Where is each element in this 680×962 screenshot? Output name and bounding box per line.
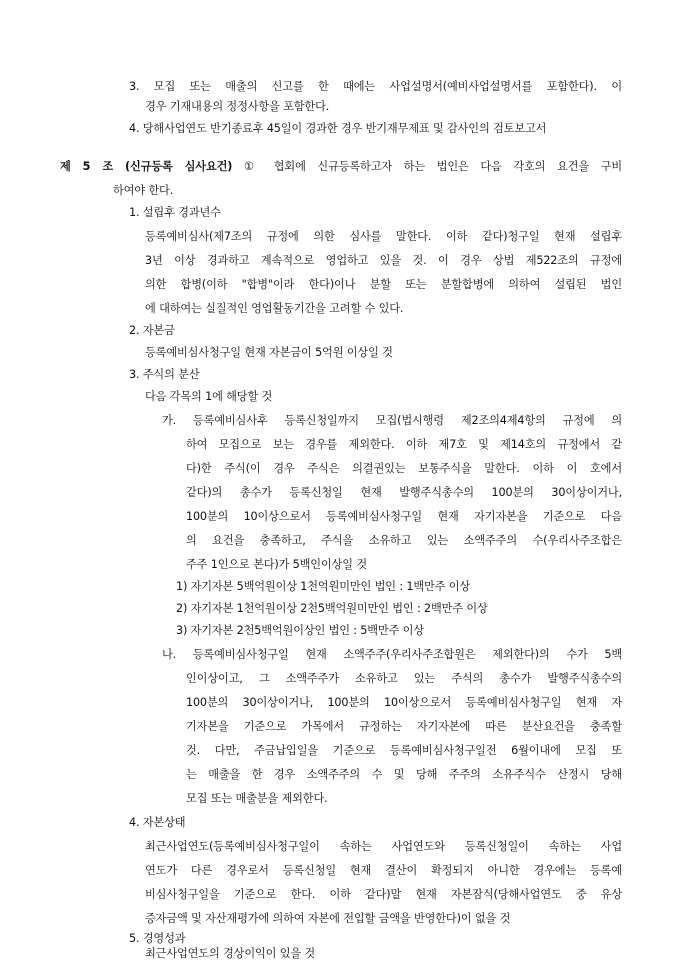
subitem-na-line-2: 인이상이고, 그 소액주주가 소유하고 있는 주식의 총수가 발행주식총수의 [186,672,622,685]
subitem-na-line-1: 나. 등록예비심사청구일 현재 소액주주(우리사주조합원은 제외한다)의 수가 5백 [162,648,622,661]
subitem-ga-line-6: 의 요건을 충족하고, 주식을 소유하고 있는 소액주주의 수(우리사주조합은 [186,534,622,547]
article-5-text: ① 협회에 신규등록하고자 하는 법인은 다음 각호의 요건을 구비 [243,160,622,173]
threshold-1: 1) 자기자본 5백억원이상 1천억원미만인 법인 : 1백만주 이상 [176,580,471,593]
threshold-2: 2) 자기자본 1천억원이상 2천5백억원미만인 법인 : 2백만주 이상 [176,602,488,615]
subitem-ga-line-1: 가. 등록예비심사후 등록신청일까지 모집(법시행령 제2조의4제4항의 규정에 의 [162,414,622,427]
section-1-line-4: 에 대하여는 실질적인 영업활동기간을 고려할 수 있다. [145,302,404,315]
subitem-na-line-5: 것. 다만, 주금납입일을 기준으로 등록예비심사청구일전 6월이내에 모집 또 [186,744,622,757]
section-4-title: 4. 자본상태 [129,816,186,829]
subitem-na-line-3: 100분의 30이상이거나, 100분의 10이상으로서 등록예비심사청구일 현재 자 [186,696,622,709]
section-4-line-3: 비심사청구일을 기준으로 한다. 이하 같다)말 현재 자본잠식(당해사업연도 중 유상 [145,888,622,901]
subitem-ga-line-3: 다)한 주식(이 경우 주식은 의결권있는 보통주식을 말한다. 이하 이 호에서 [186,462,622,475]
subitem-na-line-6: 는 매출을 한 경우 소액주주의 수 및 당해 주주의 소유주식수 산정시 당해 [186,768,622,781]
subitem-na-line-4: 기자본을 기준으로 가목에서 규정하는 자기자본에 따른 분산요건을 충족할 [186,720,622,733]
section-4-line-2: 연도가 다른 경우로서 등록신청일 현재 결산이 확정되지 아니한 경우에는 등록예 [145,864,622,877]
article-5-line-2: 하여야 한다. [113,184,174,197]
section-5-title: 5. 경영성과 [129,932,186,945]
section-1-line-2: 3년 이상 경과하고 계속적으로 영업하고 있을 것. 이 경우 상법 제522조의 규정에 [145,254,622,267]
threshold-3: 3) 자기자본 2천5백억원이상인 법인 : 5백만주 이상 [176,624,424,637]
section-5-line-1: 최근사업연도의 경상이익이 있을 것 [145,947,316,960]
item-3-line-1: 3. 모집 또는 매출의 신고를 한 때에는 사업설명서(예비사업설명서를 포함한다). 이 [129,80,622,93]
section-2-title: 2. 자본금 [129,324,175,337]
article-5-title: 제 5 조 (신규등록 심사요건) [60,160,233,173]
section-1-line-1: 등록예비심사(제7조의 규정에 의한 심사를 말한다. 이하 같다)청구일 현재 설립후 [145,230,622,243]
subitem-ga-line-7: 주주 1인으로 본다)가 5백인이상일 것 [186,558,367,571]
section-2-line-1: 등록예비심사청구일 현재 자본금이 5억원 이상일 것 [145,346,393,359]
section-3-intro: 다음 각목의 1에 해당할 것 [145,390,273,403]
subitem-na-line-7: 모집 또는 매출분을 제외한다. [186,792,328,805]
section-1-line-3: 의한 합병(이하 "합병"이라 한다)이나 분할 또는 분할합병에 의하여 설립된 법인 [145,278,622,291]
subitem-ga-line-2: 하여 모집으로 보는 경우를 제외한다. 이하 제7호 및 제14호의 규정에서 같 [186,438,622,451]
section-4-line-4: 증자금액 및 자산재평가에 의하여 자본에 전입할 금액을 반영한다)이 없을 것 [145,912,511,925]
subitem-ga-line-4: 같다)의 총수가 등록신청일 현재 발행주식총수의 100분의 30이상이거나, [186,486,622,499]
article-5-heading [60,160,622,174]
item-4-line: 4. 당해사업연도 반기종료후 45일이 경과한 경우 반기재무제표 및 감사인의 검토보고서 [129,122,547,135]
section-4-line-1: 최근사업연도(등록예비심사청구일이 속하는 사업연도와 등록신청일이 속하는 사업 [145,840,622,853]
section-1-title: 1. 설립후 경과년수 [129,206,221,219]
section-3-title: 3. 주식의 분산 [129,368,200,381]
subitem-ga-line-5: 100분의 10이상으로서 등록예비심사청구일 현재 자기자본을 기준으로 다음 [186,510,622,523]
item-3-line-2: 경우 기재내용의 정정사항을 포함한다. [145,100,330,113]
